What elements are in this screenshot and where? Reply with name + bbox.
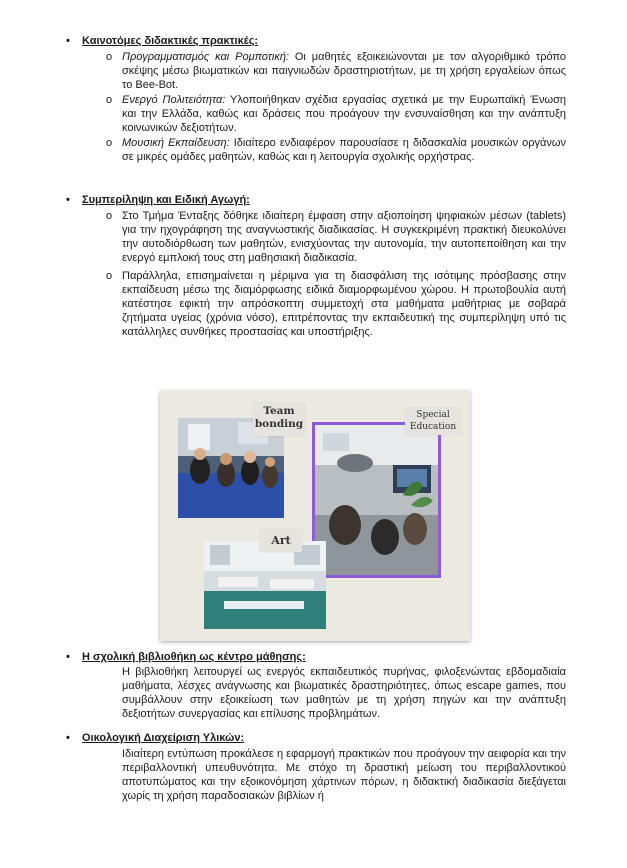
bullet-icon: •	[66, 651, 70, 663]
circle-bullet-icon: o	[106, 137, 113, 149]
section-paragraph: Η βιβλιοθήκη λειτουργεί ως ενεργός εκπαιδευτικός πυρήνας, φιλοξενώντας εβδομαδιαία μαθήματα, λέσχες ανάγνωσης και βιωματικές δραστηριότητες, όπως escape games, που συμβάλλουν στην εξοικείωση των μαθητών με τη χρήση πηγών και την ανάπτυξη δεξιοτήτων συνεργασίας και επίλυσης προβλημάτων.	[122, 666, 566, 720]
section-inclusion	[66, 193, 566, 339]
section-ecology	[66, 731, 566, 803]
special-education-photo	[312, 422, 441, 578]
bullet-icon: •	[66, 732, 70, 744]
section-title: Καινοτόμες διδακτικές πρακτικές:	[82, 35, 259, 47]
special-education-label: Special Education	[405, 408, 461, 435]
circle-bullet-icon: o	[106, 270, 113, 282]
section-title: Οικολογική Διαχείριση Υλικών:	[82, 732, 245, 744]
bullet-icon: •	[66, 194, 70, 206]
section-paragraph: Ιδιαίτερη εντύπωση προκάλεσε η εφαρμογή πρακτικών που προάγουν την αειφορία και την περιβαλλοντική υπευθυνότητα. Με στόχο τη δραστική μείωση του περιβαλλοντικού αποτυπώματος και την εξοικονόμηση χάρτινων πόρων, η διδακτική διαδικασία διεξάγεται χωρίς τη χρήση παραδοσιακών βιβλίων ή	[122, 748, 566, 802]
list-item: o Στο Τμήμα Ένταξης δόθηκε ιδιαίτερη έμφαση στην αξιοποίηση ψηφιακών μέσων (tablets) για την ηχογράφηση της αναγνωστικής διαδικασίας. Η συγκεκριμένη πρακτική διευκολύνει την αυτοδιόρθωση των μαθητών, ενισχύοντας την αυτονομία, την αυτοπεποίθηση και την ενεργό εμπλοκή τους στη μαθησιακή διαδικασία.	[106, 210, 566, 264]
section-title: Συμπερίληψη και Ειδική Αγωγή:	[82, 194, 250, 206]
section-innovative-practices	[66, 34, 566, 164]
circle-bullet-icon: o	[106, 94, 113, 106]
section-title: Η σχολική βιβλιοθήκη ως κέντρο μάθησης:	[82, 651, 306, 663]
art-room-photo	[204, 541, 326, 629]
section-library	[66, 650, 566, 721]
list-item: o Προγραμματισμός και Ρομποτική: Οι μαθητές εξοικειώνονται με τον αλγοριθμικό τρόπο σκέψης μέσω βιωματικών και παιγνιωδών δραστηριοτήτων, με τη χρήση εργαλείων όπως το Bee-Bot.	[106, 51, 566, 91]
photo-collage	[160, 391, 470, 641]
team-bonding-label: Team bonding	[253, 403, 305, 436]
circle-bullet-icon: o	[106, 210, 113, 222]
bullet-icon: •	[66, 35, 70, 47]
list-item: o Παράλληλα, επισημαίνεται η μέριμνα για τη διασφάλιση της ισότιμης πρόσβασης στην εκπαίδευση μέσω της διαμόρφωσης ειδικά διαμορφωμένου χώρου. Η πρωτοβουλία αυτή κατέστησε εφικτή την απρόσκοπτη συμμετοχή στα μαθήματα μαθήτριας με σοβαρά ζητήματα υγείας (χρόνια νόσο), επιτρέποντας την εκπαιδευτική της συμπερίληψη υπό τις κατάλληλες συνθήκες προστασίας και υποστήριξης.	[106, 270, 566, 338]
circle-bullet-icon: o	[106, 51, 113, 63]
list-item: o Ενεργό Πολιτειότητα: Υλοποιήθηκαν σχέδια εργασίας σχετικά με την Ευρωπαϊκή Ένωση και την Ελλάδα, καθώς και δράσεις που προάγουν την ενσυναίσθηση και την ανάπτυξη κοινωνικών δεξιοτήτων.	[106, 94, 566, 134]
list-item: o Μουσική Εκπαίδευση: Ιδιαίτερο ενδιαφέρον παρουσίασε η διδασκαλία μουσικών οργάνων σε μικρές ομάδες μαθητών, καθώς και η λειτουργία σχολικής ορχήστρας.	[106, 137, 566, 163]
art-label: Art	[260, 530, 302, 552]
